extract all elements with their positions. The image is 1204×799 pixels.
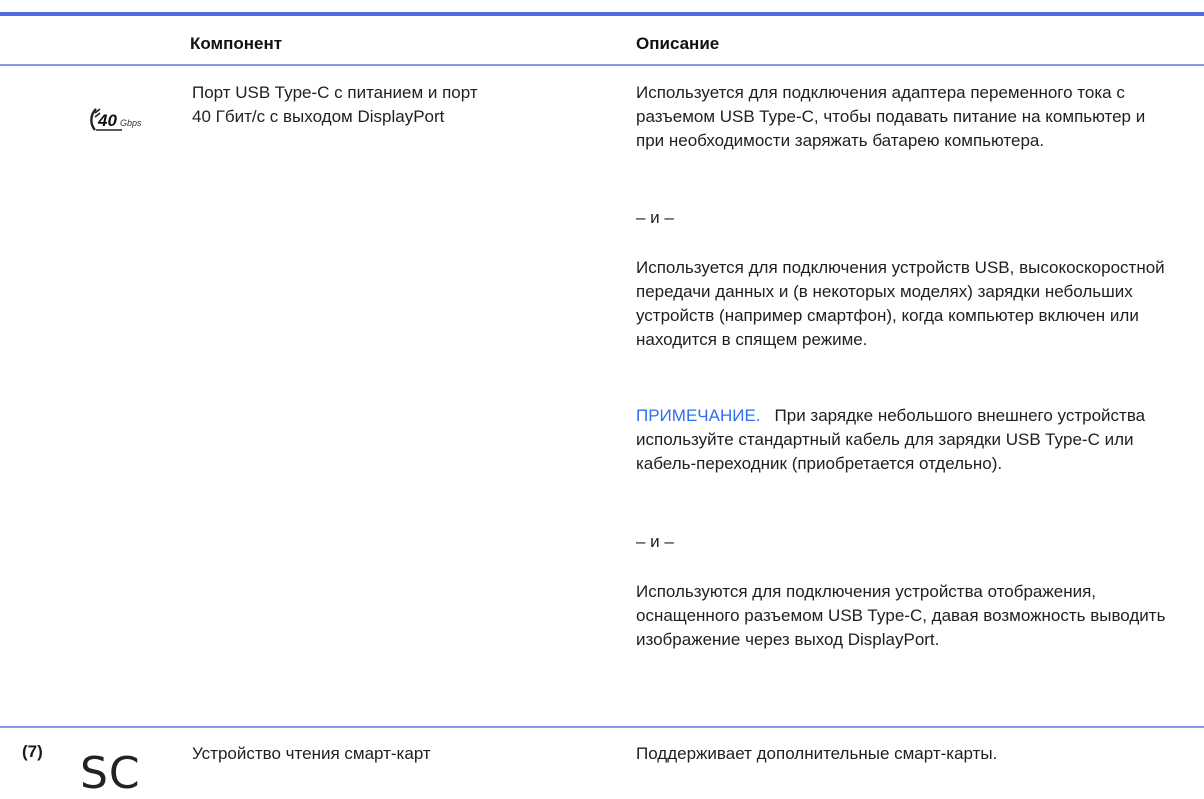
component-port-line1: Порт USB Type-C с питанием и порт bbox=[192, 83, 478, 102]
note-block bbox=[636, 404, 1176, 476]
description-paragraph: Используется для подключения устройств USB, высокоскоростной передачи данных и (в некоторых моделях) зарядки небольших устройств (например смартфон), когда компьютер включен или находится в спящем режиме. bbox=[636, 258, 1165, 349]
description-smart-card: Поддерживает дополнительные смарт-карты. bbox=[636, 744, 998, 763]
table-top-rule bbox=[0, 12, 1204, 16]
row-divider bbox=[0, 726, 1204, 728]
thunderbolt-40gbps-icon bbox=[88, 106, 152, 132]
component-port-line2: 40 Гбит/с с выходом DisplayPort bbox=[192, 107, 445, 126]
row-number: (7) bbox=[22, 742, 43, 761]
description-separator: – и – bbox=[636, 208, 674, 227]
icon-gbps-text: Gbps bbox=[120, 118, 142, 128]
description-paragraph: Используются для подключения устройства отображения, оснащенного разъемом USB Type-C, давая возможность выводить изображение через выход DisplayPort. bbox=[636, 582, 1166, 649]
component-smart-card-reader: Устройство чтения смарт-карт bbox=[192, 744, 431, 763]
description-separator: – и – bbox=[636, 532, 674, 551]
note-text: При зарядке небольшого внешнего устройства используйте стандартный кабель для зарядки USB Type-C или кабель-переходник (приобретается отдельно). bbox=[636, 406, 1146, 473]
header-divider bbox=[0, 64, 1204, 66]
header-component: Компонент bbox=[190, 34, 283, 53]
header-description: Описание bbox=[636, 34, 720, 53]
icon-40-text: 40 bbox=[98, 111, 117, 130]
smart-card-icon: SC bbox=[80, 748, 141, 799]
note-label: ПРИМЕЧАНИЕ. bbox=[636, 406, 761, 425]
description-paragraph: Используется для подключения адаптера переменного тока с разъемом USB Type-C, чтобы подавать питание на компьютер и при необходимости заряжать батарею компьютера. bbox=[636, 83, 1146, 150]
